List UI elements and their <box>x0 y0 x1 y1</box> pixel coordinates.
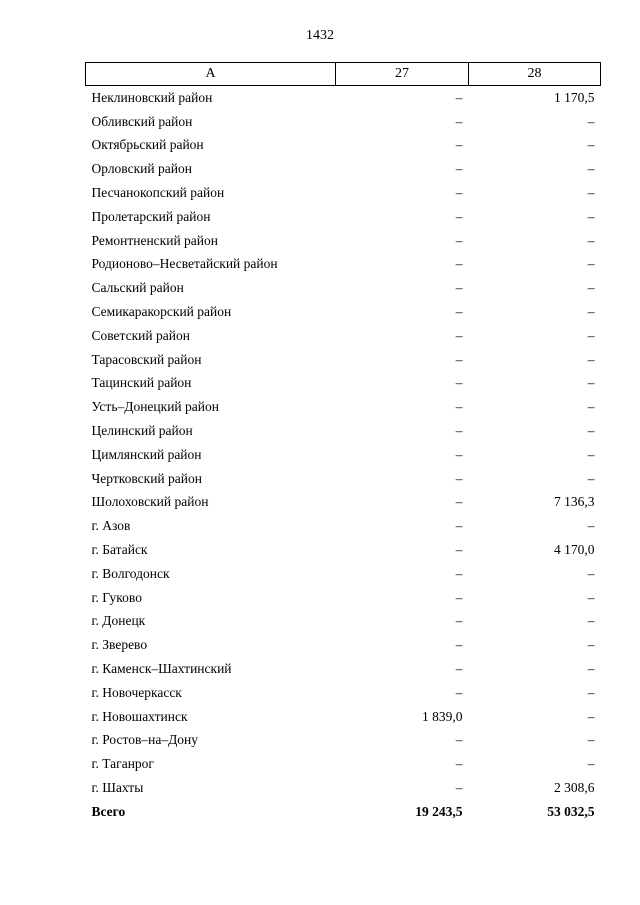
row-name-cell: г. Батайск <box>91 542 148 558</box>
row-name-cell: Тарасовский район <box>91 351 202 367</box>
row-value-27-cell: – <box>455 208 463 224</box>
row-value-28-cell: – <box>587 565 595 581</box>
row-value-28-cell: – <box>587 161 595 177</box>
table-row <box>86 229 601 253</box>
total-label-cell: Всего <box>91 803 126 819</box>
total-value-28-cell: 53 032,5 <box>547 803 595 819</box>
row-value-28-cell: – <box>587 137 595 153</box>
row-name-cell: Сальский район <box>91 280 184 296</box>
row-name-cell: г. Новошахтинск <box>91 708 188 724</box>
row-value-28-cell: – <box>587 375 595 391</box>
table-row <box>86 776 601 800</box>
row-value-27-cell: – <box>455 137 463 153</box>
row-value-28-cell: – <box>587 399 595 415</box>
table-row <box>86 562 601 586</box>
row-value-28-cell: – <box>587 708 595 724</box>
table-row <box>86 395 601 419</box>
row-value-28-cell: – <box>587 351 595 367</box>
row-value-27-cell: – <box>455 446 463 462</box>
header-row <box>86 63 601 86</box>
row-name-cell: Обливский район <box>91 113 193 129</box>
row-value-28-cell: – <box>587 470 595 486</box>
row-value-28-cell: – <box>587 637 595 653</box>
table-row <box>86 253 601 277</box>
row-value-27-cell: 1 839,0 <box>422 708 463 724</box>
budget-table <box>85 62 601 824</box>
table-row <box>86 324 601 348</box>
row-value-28-cell: – <box>587 327 595 343</box>
table-row <box>86 538 601 562</box>
row-value-27-cell: – <box>455 185 463 201</box>
row-value-28-cell: – <box>587 304 595 320</box>
row-value-27-cell: – <box>455 470 463 486</box>
table-row <box>86 467 601 491</box>
row-value-27-cell: – <box>455 542 463 558</box>
row-name-cell: г. Зверево <box>91 637 148 653</box>
table-row <box>86 276 601 300</box>
row-name-cell: г. Азов <box>91 518 131 534</box>
column-header-28: 28 <box>469 63 601 86</box>
row-name-cell: г. Шахты <box>91 780 144 795</box>
row-value-27-cell: – <box>455 732 463 748</box>
row-value-27-cell: – <box>455 232 463 248</box>
table-row <box>86 586 601 610</box>
table-row <box>86 134 601 158</box>
total-row <box>86 800 601 824</box>
row-name-cell: Песчанокопский район <box>91 185 225 201</box>
row-name-cell: г. Каменск–Шахтинский <box>91 661 232 677</box>
table-row <box>86 205 601 229</box>
column-header-27: 27 <box>336 63 469 86</box>
row-value-27-cell: – <box>455 113 463 129</box>
row-value-28-cell: – <box>587 208 595 224</box>
row-value-28-cell: 2 308,6 <box>554 780 595 795</box>
row-name-cell: Ремонтненский район <box>91 232 218 248</box>
row-name-cell: г. Волгодонск <box>91 565 170 581</box>
row-value-27-cell: – <box>455 518 463 534</box>
row-name-cell: Тацинский район <box>91 375 192 391</box>
total-value-27-cell: 19 243,5 <box>415 803 463 819</box>
row-name-cell: Неклиновский район <box>91 89 213 105</box>
row-value-28-cell: – <box>587 280 595 296</box>
table-row <box>86 752 601 776</box>
row-name-cell: г. Донецк <box>91 613 146 629</box>
table-row <box>86 657 601 681</box>
row-value-28-cell: – <box>587 113 595 129</box>
row-name-cell: Орловский район <box>91 161 192 177</box>
row-value-27-cell: – <box>455 351 463 367</box>
row-value-28-cell: 1 170,5 <box>554 89 595 105</box>
row-value-28-cell: – <box>587 756 595 772</box>
row-name-cell: Советский район <box>91 327 190 343</box>
row-value-28-cell: – <box>587 613 595 629</box>
row-value-27-cell: – <box>455 589 463 605</box>
table-row <box>86 300 601 324</box>
row-value-28-cell: – <box>587 661 595 677</box>
row-value-27-cell: – <box>455 375 463 391</box>
row-value-27-cell: – <box>455 89 463 105</box>
row-value-28-cell: – <box>587 256 595 272</box>
row-value-27-cell: – <box>455 637 463 653</box>
row-name-cell: Октябрьский район <box>91 137 204 153</box>
row-value-27-cell: – <box>455 280 463 296</box>
row-name-cell: г. Таганрог <box>91 756 154 772</box>
row-value-28-cell: 4 170,0 <box>554 542 595 558</box>
row-name-cell: Чертковский район <box>91 470 202 486</box>
row-name-cell: Цимлянский район <box>91 446 202 462</box>
table-row <box>86 181 601 205</box>
table-row <box>86 681 601 705</box>
table-row <box>86 491 601 515</box>
table-body <box>86 86 601 824</box>
table-row <box>86 443 601 467</box>
column-header-name: А <box>86 63 336 86</box>
row-value-27-cell: – <box>455 756 463 772</box>
table-row <box>86 372 601 396</box>
row-value-28-cell: – <box>587 684 595 700</box>
row-value-28-cell: – <box>587 423 595 439</box>
row-value-28-cell: – <box>587 446 595 462</box>
row-name-cell: Родионово–Несветайский район <box>91 256 278 272</box>
row-value-27-cell: – <box>455 661 463 677</box>
table-row <box>86 86 601 110</box>
row-value-27-cell: – <box>455 161 463 177</box>
table-row <box>86 705 601 729</box>
table-row <box>86 419 601 443</box>
row-value-27-cell: – <box>455 256 463 272</box>
table-row <box>86 348 601 372</box>
table-row <box>86 514 601 538</box>
row-value-27-cell: – <box>455 613 463 629</box>
row-value-27-cell: – <box>455 423 463 439</box>
row-name-cell: г. Новочеркасск <box>91 684 182 700</box>
row-value-28-cell: – <box>587 232 595 248</box>
row-value-27-cell: – <box>455 684 463 700</box>
row-value-28-cell: – <box>587 732 595 748</box>
row-value-27-cell: – <box>455 399 463 415</box>
row-name-cell: г. Ростов–на–Дону <box>91 732 199 748</box>
row-value-27-cell: – <box>455 494 463 510</box>
row-value-28-cell: 7 136,3 <box>554 494 595 510</box>
row-name-cell: Семикаракорский район <box>91 304 232 320</box>
row-value-27-cell: – <box>455 780 463 795</box>
row-name-cell: Усть–Донецкий район <box>91 399 219 415</box>
table-row <box>86 110 601 134</box>
row-value-28-cell: – <box>587 518 595 534</box>
table-row <box>86 729 601 753</box>
row-value-28-cell: – <box>587 185 595 201</box>
row-name-cell: Пролетарский район <box>91 208 211 224</box>
row-name-cell: Шолоховский район <box>91 494 209 510</box>
row-value-27-cell: – <box>455 304 463 320</box>
page-number: 1432 <box>306 28 334 43</box>
row-value-27-cell: – <box>455 327 463 343</box>
row-value-27-cell: – <box>455 565 463 581</box>
table-row <box>86 633 601 657</box>
row-name-cell: г. Гуково <box>91 589 142 605</box>
row-value-28-cell: – <box>587 589 595 605</box>
table-row <box>86 610 601 634</box>
row-name-cell: Целинский район <box>91 423 193 439</box>
table-row <box>86 157 601 181</box>
